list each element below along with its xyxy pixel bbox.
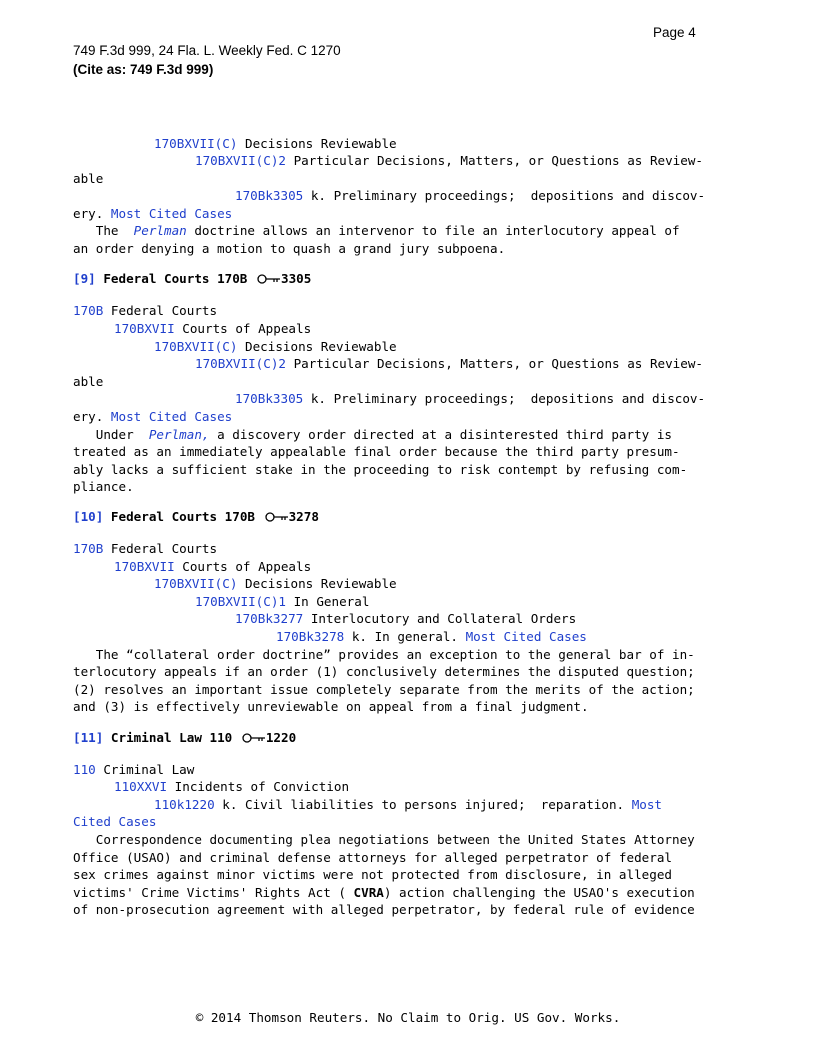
key-number: 3305 (280, 271, 312, 286)
summary-line: sex crimes against minor victims were not protected from disclosure, in alleged (73, 867, 672, 882)
topic-text: Criminal Law (95, 762, 195, 777)
cite-as-line: (Cite as: 749 F.3d 999) (73, 62, 214, 77)
topic-line (114, 558, 311, 575)
topic-text: k. Preliminary proceedings; depositions and discov- (303, 391, 706, 406)
topic-link[interactable]: 110XXVI (114, 779, 168, 794)
summary-text: ) action challenging the USAO's execution (383, 885, 695, 900)
topic-link[interactable]: 170BXVII(C)2 (195, 356, 286, 371)
most-cited-cases-link[interactable]: Most Cited Cases (110, 409, 233, 424)
topic-line (114, 320, 311, 337)
topic-link[interactable]: 110k1220 (154, 797, 215, 812)
topic-line (235, 187, 705, 204)
topic-line (195, 355, 703, 372)
topic-continuation: able (73, 171, 104, 186)
topic-text: k. Preliminary proceedings; depositions and discov- (303, 188, 706, 203)
headnote-number-link[interactable]: [9] (73, 271, 96, 286)
topic-continuation: able (73, 374, 104, 389)
topic-link[interactable]: 170BXVII(C)1 (195, 594, 286, 609)
topic-link[interactable]: 170B (73, 541, 104, 556)
topic-line (114, 778, 349, 795)
topic-text: Decisions Reviewable (237, 136, 397, 151)
key-number: 3278 (288, 509, 319, 524)
summary-line (73, 222, 680, 239)
topic-link[interactable]: 170BXVII (114, 321, 175, 336)
topic-line (195, 593, 369, 610)
topic-continuation (73, 813, 156, 830)
summary-line: treated as an immediately appealable final order because the third party presum- (73, 444, 680, 459)
summary-line: Correspondence documenting plea negotiations between the United States Attorney (73, 832, 695, 847)
topic-line (73, 302, 217, 319)
summary-line: Office (USAO) and criminal defense attorneys for alleged perpetrator of federal (73, 850, 672, 865)
headnote-heading-11 (73, 730, 296, 747)
topic-text: Courts of Appeals (174, 559, 312, 574)
topic-text: Decisions Reviewable (237, 339, 397, 354)
most-cited-cases-link-cont[interactable]: Cited Cases (73, 814, 157, 829)
topic-text: Federal Courts (103, 303, 218, 318)
headnote-heading-10 (73, 509, 319, 526)
summary-line: ably lacks a sufficient stake in the proceeding to risk contempt by refusing com- (73, 462, 688, 477)
summary-text: a discovery order directed at a disinterested third party is (209, 427, 673, 442)
key-symbol-icon (242, 732, 266, 747)
topic-link[interactable]: 170BXVII(C) (154, 136, 238, 151)
topic-link[interactable]: 170BXVII(C)2 (195, 153, 286, 168)
topic-link[interactable]: 170B (73, 303, 104, 318)
topic-link[interactable]: 170Bk3277 (235, 611, 304, 626)
summary-line (73, 426, 672, 443)
topic-text: Interlocutory and Collateral Orders (303, 611, 577, 626)
summary-line: terlocutory appeals if an order (1) conclusively determines the disputed question; (73, 664, 695, 679)
summary-line: (2) resolves an important issue completely separate from the merits of the action; (73, 682, 695, 697)
summary-line (73, 884, 695, 901)
topic-line (73, 761, 194, 778)
topic-text: In General (286, 594, 370, 609)
summary-text: victims' Crime Victims' Rights Act ( (73, 885, 354, 900)
topic-text: Particular Decisions, Matters, or Questions as Review- (286, 153, 704, 168)
topic-continuation (73, 205, 232, 222)
headnote-title: Federal Courts 170B (95, 271, 255, 286)
most-cited-cases-link[interactable]: Most (631, 797, 663, 812)
headnote-title: Federal Courts 170B (103, 509, 263, 524)
topic-line (154, 796, 662, 813)
topic-line (276, 628, 587, 645)
topic-text: Incidents of Conviction (167, 779, 350, 794)
summary-line: pliance. (73, 479, 134, 494)
topic-text: ery. (73, 206, 111, 221)
page-number: Page 4 (653, 25, 696, 40)
topic-link[interactable]: 170Bk3305 (235, 391, 304, 406)
summary-bold-term: CVRA (353, 885, 384, 900)
citation-line: 749 F.3d 999, 24 Fla. L. Weekly Fed. C 1270 (73, 43, 341, 58)
headnote-heading-9 (73, 271, 311, 288)
topic-link[interactable]: 170BXVII(C) (154, 339, 238, 354)
topic-link[interactable]: 110 (73, 762, 96, 777)
summary-text: doctrine allows an intervenor to file an interlocutory appeal of (186, 223, 680, 238)
summary-line: The “collateral order doctrine” provides an exception to the general bar of in- (73, 647, 695, 662)
topic-link[interactable]: 170Bk3305 (235, 188, 304, 203)
key-number: 1220 (265, 730, 297, 745)
copyright-footer: © 2014 Thomson Reuters. No Claim to Orig. US Gov. Works. (195, 1010, 621, 1025)
topic-text: Decisions Reviewable (237, 576, 397, 591)
topic-line (235, 390, 705, 407)
most-cited-cases-link[interactable]: Most Cited Cases (110, 206, 233, 221)
topic-link[interactable]: 170Bk3278 (276, 629, 345, 644)
headnote-number-link[interactable]: [11] (73, 730, 104, 745)
topic-link[interactable]: 170BXVII (114, 559, 175, 574)
topic-text: k. In general. (344, 629, 466, 644)
topic-text: ery. (73, 409, 111, 424)
topic-line (154, 135, 397, 152)
topic-continuation (73, 408, 232, 425)
topic-line (195, 152, 703, 169)
headnote-number-link[interactable]: [10] (73, 509, 104, 524)
summary-line: of non-prosecution agreement with alleged perpetrator, by federal rule of evidence (73, 902, 695, 917)
most-cited-cases-link[interactable]: Most Cited Cases (465, 629, 587, 644)
topic-text: Particular Decisions, Matters, or Questions as Review- (286, 356, 704, 371)
topic-text: Courts of Appeals (174, 321, 312, 336)
summary-text: The (73, 223, 134, 238)
case-link-perlman[interactable]: Perlman, (148, 427, 210, 442)
topic-text: k. Civil liabilities to persons injured; reparation. (214, 797, 632, 812)
key-symbol-icon (257, 273, 281, 288)
topic-line (154, 338, 397, 355)
headnote-title: Criminal Law 110 (103, 730, 240, 745)
summary-line: and (3) is effectively unreviewable on appeal from a final judgment. (73, 699, 589, 714)
topic-text: Federal Courts (103, 541, 218, 556)
key-symbol-icon (265, 511, 289, 526)
topic-line (73, 540, 217, 557)
summary-line: an order denying a motion to quash a grand jury subpoena. (73, 241, 506, 256)
topic-line (154, 575, 397, 592)
topic-line (235, 610, 576, 627)
case-link-perlman[interactable]: Perlman (133, 223, 187, 238)
summary-text: Under (73, 427, 149, 442)
topic-link[interactable]: 170BXVII(C) (154, 576, 238, 591)
